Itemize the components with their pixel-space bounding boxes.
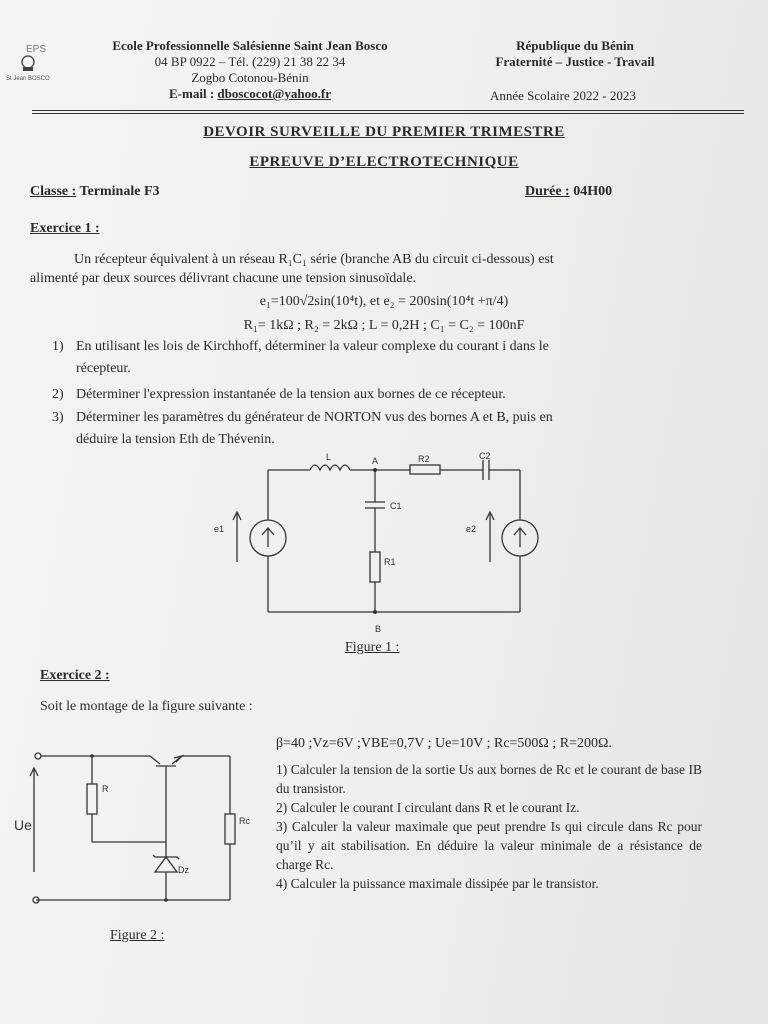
exercise2-question-4: 4) Calculer la puissance maximale dissipée par le transistor.: [276, 876, 599, 891]
exercise1-equation: e₁=100√2sin(10⁴t), et e₂ = 200sin(10⁴t +π/4): [259, 294, 509, 309]
exercise2-questions: [276, 760, 702, 893]
exercise2-title: Exercice 2 :: [40, 668, 110, 683]
logo-emblem-icon: [6, 40, 62, 84]
svg-text:R: R: [102, 784, 109, 794]
resistor-Rc: [225, 814, 235, 844]
exercise1-intro: Un récepteur équivalent à un réseau R₁C₁ série (branche AB du circuit ci-dessous) est alimenté par deux sources délivrant chacune une tension sinusoïdale.: [30, 252, 554, 286]
zener-diode-Dz: [155, 857, 177, 872]
svg-text:A: A: [372, 456, 379, 466]
school-year: Année Scolaire 2022 - 2023: [490, 88, 636, 103]
svg-text:Rc: Rc: [239, 816, 250, 826]
exercise1-question-1: 1) En utilisant les lois de Kirchhoff, déterminer la valeur complexe du courant i dans le récepteur.: [52, 339, 549, 376]
exercise2-question-1: 1) Calculer la tension de la sortie Us aux bornes de Rc et le courant de base IB du transistor.: [276, 762, 702, 796]
duration-info: Durée : 04H00: [525, 184, 613, 199]
school-logo: [6, 40, 62, 84]
svg-text:Ue: Ue: [14, 817, 32, 833]
inductor-L: [310, 465, 350, 470]
republic-motto: Fraternité – Justice - Travail: [495, 54, 655, 69]
resistor-R2: [410, 465, 440, 474]
exercise1-values: R₁= 1kΩ ; R₂ = 2kΩ ; L = 0,2H ; C₁ = C₂ = 100nF: [243, 318, 525, 333]
email-link[interactable]: dboscocot@yahoo.fr: [217, 86, 331, 101]
republic-info: [470, 38, 680, 70]
svg-text:e2: e2: [466, 524, 477, 534]
svg-text:B: B: [375, 624, 382, 634]
figure2-caption: Figure 2 :: [110, 928, 165, 943]
class-info: Classe : Terminale F3: [30, 184, 160, 199]
svg-text:C2: C2: [479, 451, 491, 461]
republic-name: République du Bénin: [516, 38, 634, 53]
svg-text:EPS: EPS: [26, 44, 47, 55]
resistor-R1: [370, 552, 380, 582]
exercise1-question-2: 2) Déterminer l'expression instantanée de la tension aux bornes de ce récepteur.: [52, 387, 506, 402]
exercise1-title: Exercice 1 :: [30, 221, 100, 236]
header-rule-2: [32, 113, 744, 114]
figure1-circuit: [200, 450, 560, 640]
exercise2-intro: Soit le montage de la figure suivante :: [40, 699, 253, 714]
school-info: [80, 38, 420, 102]
figure1-caption: Figure 1 :: [345, 640, 400, 655]
header-rule: [32, 110, 744, 111]
svg-text:L: L: [326, 452, 332, 462]
exam-subject: EPREUVE D’ELECTROTECHNIQUE: [249, 154, 519, 170]
school-city: Zogbo Cotonou-Bénin: [191, 70, 309, 85]
svg-text:R1: R1: [384, 557, 396, 567]
exercise2-question-3: 3) Calculer la valeur maximale que peut prendre Is qui circule dans Rc pour qu’il y ait stabilisation. En déduire la valeur minimale de a résistance de charge Rc.: [276, 819, 702, 872]
svg-text:C1: C1: [390, 501, 402, 511]
svg-text:Dz: Dz: [178, 865, 189, 875]
school-email: E-mail : dboscocot@yahoo.fr: [169, 86, 331, 101]
svg-text:St Jean BOSCO: St Jean BOSCO: [6, 76, 50, 82]
exercise2-params: β=40 ;Vz=6V ;VBE=0,7V ; Ue=10V ; Rc=500Ω ; R=200Ω.: [276, 736, 612, 751]
exercise1-question-3: 3) Déterminer les paramètres du générateur de NORTON vus des bornes A et B, puis en déduire la tension Eth de Thévenin.: [52, 410, 553, 447]
exam-title: DEVOIR SURVEILLE DU PREMIER TRIMESTRE: [203, 124, 565, 140]
exercise2-question-2: 2) Calculer le courant I circulant dans R et le courant Iz.: [276, 800, 580, 815]
figure2-circuit: [10, 742, 260, 912]
school-address: 04 BP 0922 – Tél. (229) 21 38 22 34: [154, 54, 346, 69]
svg-text:e1: e1: [214, 524, 225, 534]
svg-text:R2: R2: [418, 454, 430, 464]
resistor-R: [87, 784, 97, 814]
school-name: Ecole Professionnelle Salésienne Saint Jean Bosco: [112, 38, 388, 53]
